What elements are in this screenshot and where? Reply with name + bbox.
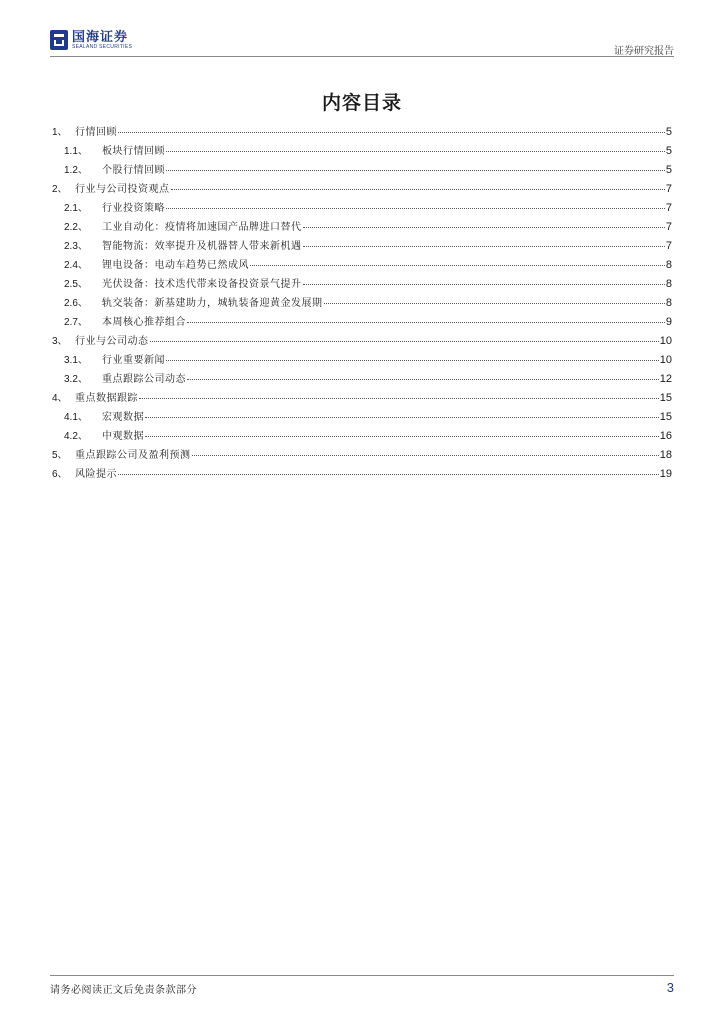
toc-entry[interactable] xyxy=(52,332,672,351)
toc-entry-title: 工业自动化：疫情将加速国产品牌进口替代 xyxy=(102,222,302,233)
toc-entry-number: 4、 xyxy=(52,393,68,404)
toc-entry-title: 风险提示 xyxy=(75,469,117,480)
toc-entry-title: 行业重要新闻 xyxy=(102,355,165,366)
toc-leader-dots xyxy=(187,379,659,380)
company-logo xyxy=(50,30,132,50)
toc-entry-number: 2.4、 xyxy=(64,260,88,271)
toc-entry-title: 智能物流：效率提升及机器替人带来新机遇 xyxy=(102,241,302,252)
toc-entry-number: 2、 xyxy=(52,184,68,195)
toc-entry-title: 行业投资策略 xyxy=(102,203,165,214)
toc-entry[interactable] xyxy=(52,256,672,275)
toc-entry-page: 7 xyxy=(665,183,672,195)
toc-entry[interactable] xyxy=(52,142,672,161)
toc-entry-title: 行业与公司动态 xyxy=(75,336,149,347)
toc-leader-dots xyxy=(250,265,665,266)
toc-leader-dots xyxy=(187,322,665,323)
toc-entry-page: 19 xyxy=(659,468,672,480)
toc-entry[interactable] xyxy=(52,237,672,256)
toc-entry-title: 行业与公司投资观点 xyxy=(75,184,170,195)
toc-leader-dots xyxy=(118,474,659,475)
toc-entry-number: 3、 xyxy=(52,336,68,347)
toc-entry-page: 18 xyxy=(659,449,672,461)
logo-name-cn: 国海证券 xyxy=(72,29,129,44)
toc-entry-number: 2.7、 xyxy=(64,317,88,328)
toc-entry[interactable] xyxy=(52,218,672,237)
toc-entry-number: 5、 xyxy=(52,450,68,461)
toc-leader-dots xyxy=(139,398,659,399)
toc-entry-page: 10 xyxy=(659,354,672,366)
toc-entry-title: 中观数据 xyxy=(102,431,144,442)
toc-entry-page: 7 xyxy=(665,221,672,233)
toc-entry-page: 7 xyxy=(665,240,672,252)
toc-entry-title: 板块行情回顾 xyxy=(102,146,165,157)
toc-entry-title: 本周核心推荐组合 xyxy=(102,317,186,328)
toc-entry-title: 宏观数据 xyxy=(102,412,144,423)
toc-entry-number: 1、 xyxy=(52,127,68,138)
toc-entry[interactable] xyxy=(52,180,672,199)
toc-entry[interactable] xyxy=(52,294,672,313)
toc-entry-number: 1.1、 xyxy=(64,146,88,157)
toc-entry-number: 2.6、 xyxy=(64,298,88,309)
toc-leader-dots xyxy=(118,132,665,133)
toc-entry[interactable] xyxy=(52,370,672,389)
toc-entry-number: 3.2、 xyxy=(64,374,88,385)
toc-entry[interactable] xyxy=(52,313,672,332)
toc-entry-number: 2.2、 xyxy=(64,222,88,233)
toc-entry-number: 4.1、 xyxy=(64,412,88,423)
sealand-logo-icon xyxy=(50,30,68,50)
toc-entry[interactable] xyxy=(52,199,672,218)
toc-leader-dots xyxy=(303,284,665,285)
page-number: 3 xyxy=(666,980,674,995)
toc-leader-dots xyxy=(303,246,665,247)
toc-leader-dots xyxy=(145,417,659,418)
toc-title: 内容目录 xyxy=(321,92,402,114)
toc-entry-title: 锂电设备：电动车趋势已然成风 xyxy=(102,260,249,271)
header-divider xyxy=(50,56,674,57)
toc-leader-dots xyxy=(166,151,665,152)
toc-entry-title: 重点跟踪公司动态 xyxy=(102,374,186,385)
toc-entry[interactable] xyxy=(52,123,672,142)
toc-entry-page: 10 xyxy=(659,335,672,347)
toc-leader-dots xyxy=(166,170,665,171)
toc-entry-page: 7 xyxy=(665,202,672,214)
toc-leader-dots xyxy=(166,360,659,361)
toc-entry-title: 重点数据跟踪 xyxy=(75,393,138,404)
toc-entry-title: 光伏设备：技术迭代带来设备投资景气提升 xyxy=(102,279,302,290)
toc-entry-page: 8 xyxy=(665,278,672,290)
toc-entry-title: 行情回顾 xyxy=(75,127,117,138)
toc-entry-page: 12 xyxy=(659,373,672,385)
disclaimer-note: 请务必阅读正文后免责条款部分 xyxy=(50,985,197,996)
toc-leader-dots xyxy=(145,436,659,437)
toc-entry-page: 5 xyxy=(665,164,672,176)
toc-entry-page: 5 xyxy=(665,126,672,138)
toc-entry[interactable] xyxy=(52,408,672,427)
toc-entry-number: 3.1、 xyxy=(64,355,88,366)
toc-leader-dots xyxy=(192,455,659,456)
page-header xyxy=(50,28,674,58)
toc-entry-page: 5 xyxy=(665,145,672,157)
toc-entry[interactable] xyxy=(52,275,672,294)
toc-entry-number: 2.5、 xyxy=(64,279,88,290)
toc-entry-page: 9 xyxy=(665,316,672,328)
table-of-contents xyxy=(52,123,672,484)
toc-entry-page: 16 xyxy=(659,430,672,442)
logo-name-en: SEALAND SECURITIES xyxy=(72,44,133,50)
toc-entry[interactable] xyxy=(52,351,672,370)
footer-divider xyxy=(50,975,674,976)
toc-entry[interactable] xyxy=(52,446,672,465)
toc-entry-page: 8 xyxy=(665,259,672,271)
toc-leader-dots xyxy=(171,189,665,190)
toc-entry[interactable] xyxy=(52,427,672,446)
toc-entry[interactable] xyxy=(52,465,672,484)
toc-entry-page: 15 xyxy=(659,392,672,404)
toc-entry[interactable] xyxy=(52,161,672,180)
toc-entry-number: 2.3、 xyxy=(64,241,88,252)
toc-entry-number: 2.1、 xyxy=(64,203,88,214)
toc-entry[interactable] xyxy=(52,389,672,408)
toc-leader-dots xyxy=(166,208,665,209)
toc-entry-title: 重点跟踪公司及盈利预测 xyxy=(75,450,191,461)
toc-leader-dots xyxy=(324,303,665,304)
toc-leader-dots xyxy=(303,227,665,228)
toc-entry-number: 4.2、 xyxy=(64,431,88,442)
toc-entry-number: 1.2、 xyxy=(64,165,88,176)
toc-leader-dots xyxy=(150,341,659,342)
toc-entry-page: 15 xyxy=(659,411,672,423)
toc-entry-number: 6、 xyxy=(52,469,68,480)
toc-entry-title: 轨交装备：新基建助力，城轨装备迎黄金发展期 xyxy=(102,298,323,309)
toc-entry-title: 个股行情回顾 xyxy=(102,165,165,176)
toc-entry-page: 8 xyxy=(665,297,672,309)
report-type: 证券研究报告 xyxy=(614,46,674,57)
